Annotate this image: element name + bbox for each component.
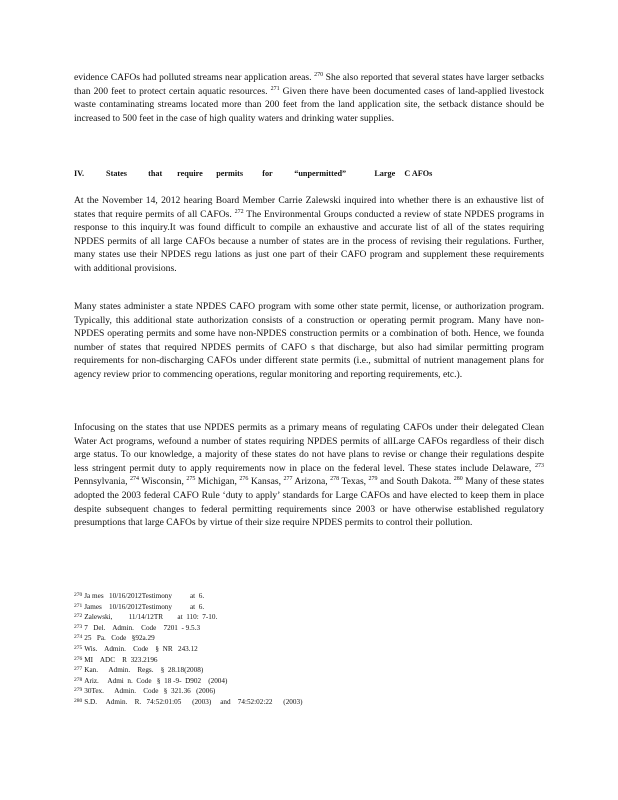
footnote-ref: 278 <box>330 476 340 483</box>
footnote-text: Ja mes 10/16/2012Testimony at 6. <box>84 592 205 600</box>
footnote-number: 276 <box>74 655 83 662</box>
footnote-number: 274 <box>74 634 83 641</box>
footnote-ref: 274 <box>130 476 140 483</box>
footnote-ref: 271 <box>270 85 280 92</box>
footnote-text: S.D. Admin. R. 74:52:01:05 (2003) and 74:52:02:22 (2003) <box>84 697 303 706</box>
paragraph-text: Infocusing on the states that use NPDES permits as a primary means of regulating CAFOs under their delegated Clean Water Act programs, wefound a number of states requiring NPDES permits of allLarge CAFOs regardless of their disch arge status. To our knowledge, a majority of these states do not have plans to revise or change their regulations despite less stringent permit duty to apply requirements now in place on the federal level. These states include Delaware, <box>74 422 544 474</box>
paragraph-board-inquiry <box>74 194 544 276</box>
section-heading <box>74 169 544 178</box>
paragraph-text: Arizona, <box>292 476 331 488</box>
paragraph-text: Pennsylvania, <box>74 476 131 488</box>
footnote-text: Wis. Admin. Code § NR 243.12 <box>84 644 198 653</box>
footnote-ref: 275 <box>186 476 196 483</box>
paragraph-text: Texas, <box>339 476 369 488</box>
footnote-text: Kan. Admin. Regs. § 28.18(2008) <box>84 666 204 675</box>
footnote-item <box>74 697 374 708</box>
footnote-item <box>74 665 374 676</box>
paragraph-text: Given there have been documented cases of land-applied livestock waste contaminating streams located more than 200 feet from the land application site, the setback distance should be increased to 500 feet in the case of high quality waters and drinking water supplies. <box>74 85 544 124</box>
heading-word: require <box>177 169 203 178</box>
footnotes <box>74 591 374 708</box>
footnote-text: James 10/16/2012Testimony at 6. <box>84 602 205 611</box>
paragraph-text: At the November 14, 2012 hearing Board Member Carrie Zalewski inquired into whether there is an exhaustive list of states that require permits of all CAFOs. <box>74 195 544 220</box>
footnote-ref: 276 <box>239 476 249 483</box>
footnote-text: 30Tex. Admin. Code § 321.36 (2006) <box>84 687 216 696</box>
footnote-number: 277 <box>74 666 83 673</box>
heading-word: for <box>262 169 273 178</box>
footnote-text: Ariz. Admi n. Code § 18 -9- D902 (2004) <box>84 676 228 685</box>
footnote-number: 275 <box>74 644 83 651</box>
footnote-text: Zalewski, 11/14/12TR at 110: 7-10. <box>84 613 218 622</box>
paragraph-text: Many states administer a state NPDES CAFO program with some other state permit, license, or authorization program. Typically, this additional state authorization consists of a construction or operating permit program. Many have non-NPDES operating permits and some have non-NPDES construction permits or a combination of both. Hence, we founda number of states that required NPDES permits of CAFO s that discharge, but also had similar permitting program requirements for non-discharging CAFOs under different state permits (i.e., submittal of nutrient management plans for agency review prior to commencing operations, regular monitoring and reporting requirements, etc.). <box>74 301 544 380</box>
paragraph-setbacks <box>74 71 544 125</box>
footnote-item <box>74 623 374 634</box>
footnote-item <box>74 676 374 687</box>
heading-word: Large <box>374 169 396 178</box>
footnote-number: 271 <box>74 602 83 609</box>
footnote-item <box>74 612 374 623</box>
footnote-text: MI ADC R 323.2196 <box>84 655 158 664</box>
paragraph-text: Wisconsin, <box>139 476 187 488</box>
footnote-number: 278 <box>74 676 83 683</box>
paragraph-text: evidence CAFOs had polluted streams near application areas. <box>74 72 315 83</box>
footnote-number: 280 <box>74 697 83 704</box>
footnote-ref: 272 <box>234 208 244 215</box>
footnote-item <box>74 655 374 666</box>
footnote-item <box>74 633 374 644</box>
heading-word: States <box>106 169 127 178</box>
heading-word: that <box>148 169 163 178</box>
paragraph-text: She also reported that several states have larger setbacks than 200 feet to protect certain aquatic resources. <box>74 72 544 97</box>
footnote-ref: 279 <box>368 476 378 483</box>
paragraph-text: The Environmental Groups conducted a review of state NPDES programs in response to this inquiry.It was found difficult to compile an exhaustive and accurate list of all of the states requiring NPDES permits of all large CAFOs because a number of states are in the process of revising their regulations. Further, many states use their NPDES regu lations as just one part of their CAFO program and supplement these requirements with additional provisions. <box>74 208 544 274</box>
paragraph-text: Many of these states adopted the 2003 federal CAFO Rule ‘duty to apply’ standards for Large CAFOs and have elected to keep them in place despite subsequent changes to federal permitting requirements since 2003 or have otherwise established regulatory presumptions that large CAFOs by virtue of their size require NPDES permits to control their pollution. <box>74 476 545 529</box>
heading-word: IV. <box>74 169 85 178</box>
footnote-number: 270 <box>74 592 83 598</box>
paragraph-text: Kansas, <box>248 476 284 488</box>
paragraph-npdes-states <box>74 421 544 530</box>
heading-word: permits <box>216 169 244 178</box>
footnote-text: 25 Pa. Code §92a.29 <box>84 634 155 643</box>
footnote-item <box>74 644 374 655</box>
paragraph-text: Michigan, <box>195 476 240 488</box>
paragraph-text: and South Dakota. <box>377 476 454 488</box>
paragraph-state-programs <box>74 300 544 382</box>
footnote-item <box>74 686 374 697</box>
heading-word: C AFOs <box>404 169 433 178</box>
footnote-text: 7 Del. Admin. Code 7201 - 9.5.3 <box>84 623 201 632</box>
footnote-number: 273 <box>74 623 83 630</box>
heading-word: “unpermitted” <box>294 169 347 178</box>
footnote-ref: 277 <box>283 476 293 483</box>
footnote-number: 272 <box>74 613 83 620</box>
footnote-item <box>74 591 374 602</box>
footnote-ref: 273 <box>535 462 544 469</box>
footnote-ref: 270 <box>314 72 324 78</box>
footnote-item <box>74 602 374 613</box>
footnote-ref: 280 <box>453 476 463 483</box>
footnote-number: 279 <box>74 687 83 694</box>
